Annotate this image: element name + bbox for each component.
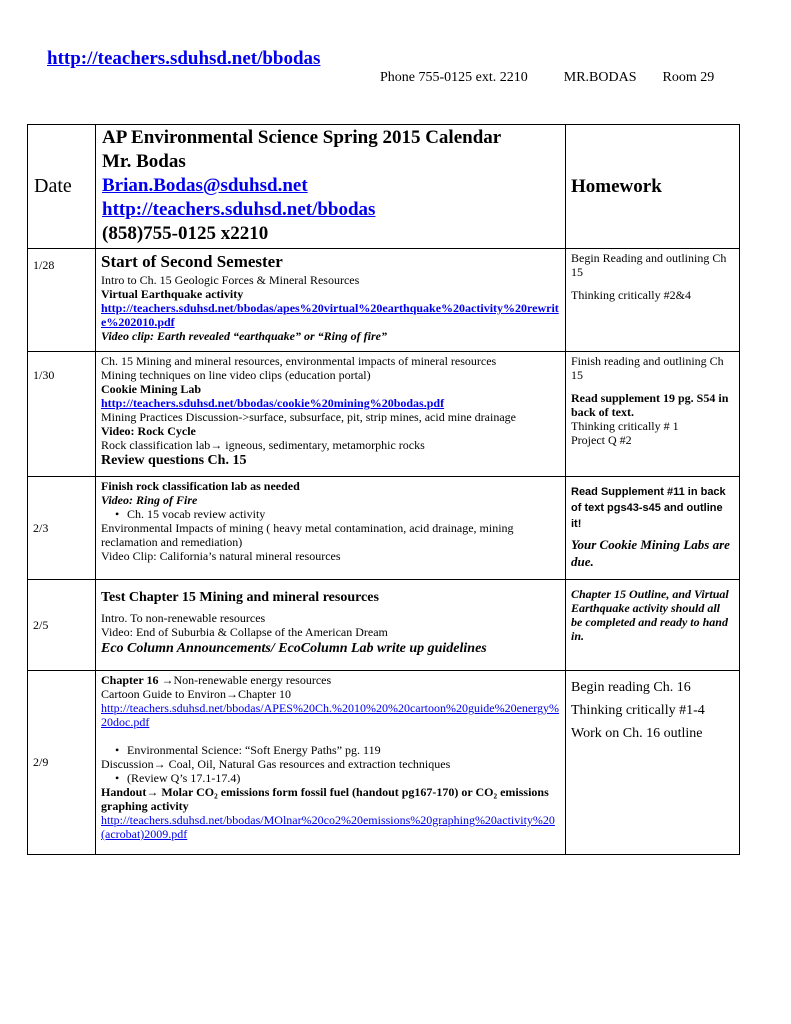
calendar-title: AP Environmental Science Spring 2015 Calendar bbox=[102, 127, 502, 148]
homework-item: Begin reading Ch. 16 bbox=[571, 680, 691, 695]
table-header-row bbox=[28, 125, 740, 249]
row-video: Video: Rock Cycle bbox=[101, 424, 196, 438]
calendar-phone: (858)755-0125 x2210 bbox=[102, 223, 269, 244]
contact-line bbox=[380, 70, 714, 86]
row-video: Video clip: Earth revealed “earthquake” or “Ring of fire” bbox=[101, 329, 387, 343]
row-test: Test Chapter 15 Mining and mineral resources bbox=[101, 590, 379, 605]
activity-link[interactable]: http://teachers.sduhsd.net/bbodas/apes%20virtual%20earthquake%20activity%20rewrite%202010.pdf bbox=[101, 301, 559, 329]
row-activities bbox=[96, 580, 566, 671]
row-ch16-label: Chapter 16 → bbox=[101, 673, 174, 687]
row-line: Video Clip: California’s natural mineral resources bbox=[101, 549, 341, 563]
calendar-teacher: Mr. Bodas bbox=[102, 151, 186, 172]
homework-column-header: Homework bbox=[566, 125, 740, 249]
row-homework bbox=[566, 580, 740, 671]
homework-item: Begin Reading and outlining Ch 15 bbox=[571, 251, 727, 279]
calendar-website-link[interactable]: http://teachers.sduhsd.net/bbodas bbox=[102, 199, 376, 220]
row-lab: Cookie Mining Lab bbox=[101, 382, 202, 396]
row-video: Video: Ring of Fire bbox=[101, 493, 198, 507]
row-line: Intro. To non-renewable resources bbox=[101, 611, 266, 625]
row-homework bbox=[566, 477, 740, 580]
row-homework bbox=[566, 671, 740, 855]
row-eco: Eco Column Announcements/ EcoColumn Lab write up guidelines bbox=[101, 641, 487, 656]
row-date: 2/9 bbox=[28, 671, 96, 855]
homework-item: Your Cookie Mining Labs are due. bbox=[571, 537, 730, 569]
row-line: Video: End of Suburbia & Collapse of the American Dream bbox=[101, 625, 388, 639]
row-line: Cartoon Guide to Environ→Chapter 10 bbox=[101, 687, 291, 701]
row-activities bbox=[96, 477, 566, 580]
table-row bbox=[28, 580, 740, 671]
row-ch16-text: Non-renewable energy resources bbox=[173, 673, 332, 687]
row-bullet: • Ch. 15 vocab review activity bbox=[101, 507, 560, 521]
row-heading: Start of Second Semester bbox=[101, 252, 283, 271]
row-line: Environmental Impacts of mining ( heavy metal contamination, acid drainage, mining reclamation and remediation) bbox=[101, 521, 514, 549]
table-row bbox=[28, 671, 740, 855]
row-line: Intro to Ch. 15 Geologic Forces & Mineral Resources bbox=[101, 273, 360, 287]
row-line: Rock classification lab→ igneous, sedimentary, metamorphic rocks bbox=[101, 438, 425, 452]
row-activities bbox=[96, 249, 566, 352]
teacher-website-link[interactable]: http://teachers.sduhsd.net/bbodas bbox=[47, 48, 321, 69]
row-handout: Handout→ Molar CO₂ emissions form fossil fuel (handout pg167-170) or CO₂ emissions graphing activity bbox=[101, 785, 549, 813]
row-activities bbox=[96, 671, 566, 855]
homework-item: Thinking critically #2&4 bbox=[571, 288, 691, 302]
homework-item: Read Supplement #11 in back of text pgs43-s45 and outline it! bbox=[571, 486, 726, 530]
teacher-email-link[interactable]: Brian.Bodas@sduhsd.net bbox=[102, 175, 308, 196]
cartoon-guide-link[interactable]: http://teachers.sduhsd.net/bbodas/APES%20Ch.%2010%20%20cartoon%20guide%20energy%20doc.pdf bbox=[101, 701, 560, 729]
row-date: 2/5 bbox=[28, 580, 96, 671]
row-activity: Virtual Earthquake activity bbox=[101, 287, 244, 301]
homework-item: Thinking critically #1-4 bbox=[571, 703, 705, 718]
row-line: Mining Practices Discussion->surface, subsurface, pit, strip mines, acid mine drainage bbox=[101, 410, 516, 424]
row-ch16 bbox=[101, 673, 560, 687]
co2-activity-link[interactable]: http://teachers.sduhsd.net/bbodas/MOlnar%20co2%20emissions%20graphing%20activity%20(acrobat)2009.pdf bbox=[101, 813, 555, 841]
row-activities bbox=[96, 352, 566, 477]
row-review: Review questions Ch. 15 bbox=[101, 453, 247, 468]
row-homework bbox=[566, 249, 740, 352]
row-line: Mining techniques on line video clips (education portal) bbox=[101, 368, 371, 382]
row-bullet: • Environmental Science: “Soft Energy Paths” pg. 119 bbox=[101, 743, 560, 757]
row-line: Ch. 15 Mining and mineral resources, environmental impacts of mineral resources bbox=[101, 354, 497, 368]
calendar-title-cell bbox=[96, 125, 566, 249]
homework-item: Work on Ch. 16 outline bbox=[571, 726, 703, 741]
row-line: Discussion→ Coal, Oil, Natural Gas resources and extraction techniques bbox=[101, 757, 451, 771]
homework-item: Finish reading and outlining Ch 15 bbox=[571, 354, 724, 382]
row-date: 2/3 bbox=[28, 477, 96, 580]
row-date: 1/30 bbox=[28, 352, 96, 477]
homework-item: Read supplement 19 pg. S54 in back of text. bbox=[571, 391, 729, 419]
homework-item: Thinking critically # 1 bbox=[571, 419, 679, 433]
table-row bbox=[28, 249, 740, 352]
homework-item: Project Q #2 bbox=[571, 433, 632, 447]
table-row bbox=[28, 352, 740, 477]
phone-text: Phone 755-0125 ext. 2210 bbox=[380, 70, 528, 85]
homework-item: Chapter 15 Outline, and Virtual Earthquake activity should all be completed and ready to hand in. bbox=[571, 587, 729, 643]
lab-link[interactable]: http://teachers.sduhsd.net/bbodas/cookie%20mining%20bodas.pdf bbox=[101, 396, 445, 410]
row-finish: Finish rock classification lab as needed bbox=[101, 479, 300, 493]
date-column-header: Date bbox=[28, 125, 96, 249]
row-homework bbox=[566, 352, 740, 477]
calendar-table bbox=[27, 124, 740, 855]
table-row bbox=[28, 477, 740, 580]
room-number: Room 29 bbox=[662, 70, 715, 85]
teacher-name: MR.BODAS bbox=[563, 70, 637, 85]
row-date: 1/28 bbox=[28, 249, 96, 352]
row-bullet: • (Review Q’s 17.1-17.4) bbox=[101, 771, 560, 785]
